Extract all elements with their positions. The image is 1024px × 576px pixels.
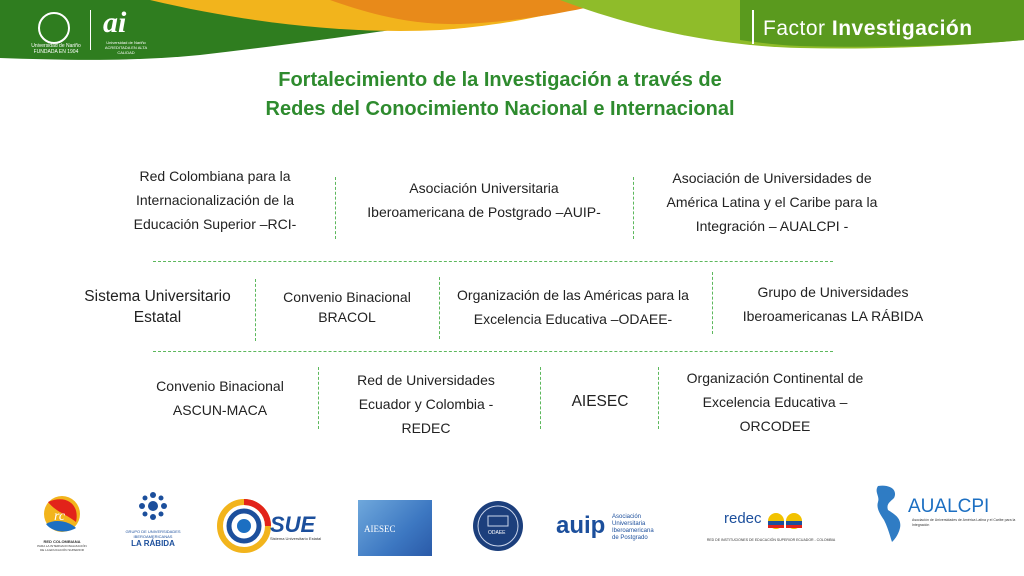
divider: [439, 277, 440, 339]
svg-text:rc: rc: [54, 509, 66, 524]
factor-divider: [752, 10, 754, 44]
network-aualcpi: Asociación de Universidades de América Latina y el Caribe para la Integración – AUALCPI -: [666, 170, 878, 234]
americas-map-icon: [872, 484, 912, 544]
network-sue: Sistema Universitario Estatal: [84, 288, 231, 326]
network-odaee: Organización de las Américas para la Excelencia Educativa –ODAEE-: [457, 287, 689, 327]
ai-logo-subtitle: Universidad de Nariño ACREDITADA EN ALTA CALIDAD: [104, 40, 148, 55]
redec-subtitle: RED DE INSTITUCIONES DE EDUCACIÓN SUPERIOR ECUADOR - COLOMBIA: [706, 538, 836, 542]
header-divider: [90, 10, 91, 50]
page-title: Fortalecimiento de la Investigación a través de Redes del Conocimiento Nacional e Internacional: [265, 69, 735, 120]
divider: [335, 177, 336, 239]
network-orcodee: Organización Continental de Excelencia Educativa – ORCODEE: [686, 370, 864, 434]
odaee-wordmark: ODAEE: [488, 530, 506, 536]
redec-logo: [696, 508, 846, 550]
divider: [255, 279, 256, 341]
rci-logo: rc RED COLOMBIANA PARA LA INTERNACIONALIZACIÓN DE LA EDUCACIÓN SUPERIOR: [36, 494, 88, 556]
ai-logo: ai: [103, 6, 127, 39]
network-rci: Red Colombiana para la Internacionalización de la Educación Superior –RCI-: [133, 168, 297, 232]
sue-logo: [216, 498, 322, 558]
network-bracol: Convenio Binacional BRACOL: [283, 289, 411, 325]
auip-wordmark: auip: [556, 512, 606, 539]
aualcpi-wordmark: AUALCPI: [908, 496, 990, 517]
sue-wordmark: SUE: [270, 512, 316, 537]
network-la-rabida: Grupo de Universidades Iberoamericanas LA RÁBIDA: [742, 284, 924, 324]
auip-logo: [556, 510, 668, 546]
row-separator: [153, 261, 833, 262]
rci-emblem-icon: [36, 494, 88, 534]
university-seal-icon: [38, 12, 70, 44]
network-redec: Red de Universidades Ecuador y Colombia - REDEC: [357, 372, 495, 436]
row-separator: [153, 351, 833, 352]
auip-subtitle: Asociación Universitaria Iberoamericana de Postgrado: [612, 514, 654, 541]
divider: [633, 177, 634, 239]
network-ascun-maca: Convenio Binacional ASCUN-MACA: [156, 378, 284, 418]
odaee-seal-icon: [472, 500, 524, 552]
header-banner: [0, 0, 1024, 60]
la-rabida-logo: GRUPO DE UNIVERSIDADES IBEROAMERICANAS LA RÁBIDA: [120, 490, 186, 556]
flags-icon: [766, 512, 806, 530]
rabida-emblem-icon: [120, 490, 186, 524]
network-auip: Asociación Universitaria Iberoamericana de Postgrado –AUIP-: [367, 180, 601, 220]
sue-subtitle: Sistema Universitario Estatal: [270, 536, 322, 541]
divider: [540, 367, 541, 429]
factor-investigacion-title: Factor Investigación: [763, 17, 973, 40]
aiesec-logo: [358, 500, 432, 556]
network-aiesec: AIESEC: [571, 392, 629, 410]
divider: [712, 272, 713, 334]
odaee-logo: [472, 500, 524, 552]
aiesec-wordmark: AIESEC: [364, 524, 396, 534]
university-name: Universidad de Nariño FUNDADA EN 1904: [31, 43, 81, 55]
redec-wordmark: redec: [724, 510, 762, 527]
aualcpi-logo: [872, 484, 1022, 544]
divider: [658, 367, 659, 429]
divider: [318, 367, 319, 429]
aualcpi-subtitle: Asociación de Universidades de América Latina y el Caribe para la Integración: [912, 518, 1016, 527]
